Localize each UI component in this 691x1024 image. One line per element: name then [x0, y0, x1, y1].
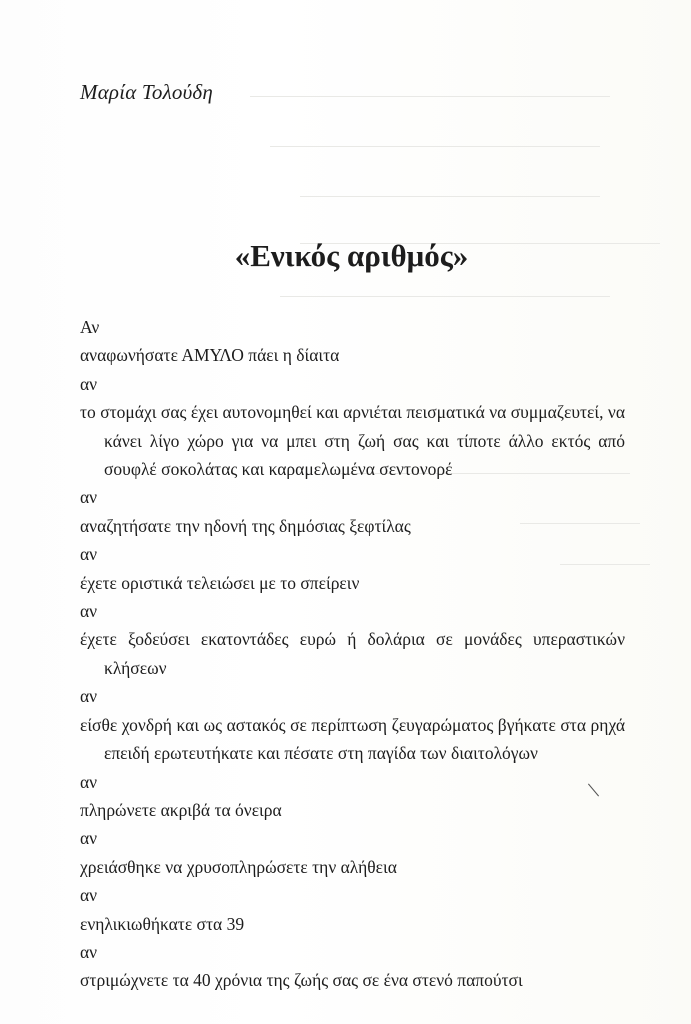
poem-title: «Ενικός αριθμός» [234, 238, 469, 273]
poem-line: αν [80, 487, 98, 508]
poem-line: αν [80, 885, 98, 906]
poem-line: αν [80, 828, 98, 849]
poem-line: είσθε χονδρή και ως αστακός σε περίπτωση ζευγαρώματος βγήκατε στα ρηχά επειδή ερωτευτήκατε και πέσατε στη παγίδα των διαιτολόγων [80, 714, 625, 764]
poem-line: έχετε οριστικά τελειώσει με το σπείρειν [80, 572, 360, 593]
poem-line: στριμώχνετε τα 40 χρόνια της ζωής σας σε ένα στενό παπούτσι [80, 970, 523, 991]
bleed-through-line [250, 96, 610, 97]
bleed-through-line [270, 146, 600, 147]
poem-line: αν [80, 544, 98, 565]
poem-line: ενηλικιωθήκατε στα 39 [80, 913, 245, 934]
bleed-through-line [300, 196, 600, 197]
poem-line: αν [80, 771, 98, 792]
author-name: Μαρία Τολούδη [80, 80, 213, 104]
bleed-through-line [280, 296, 610, 297]
poem-line: αναζητήσατε την ηδονή της δημόσιας ξεφτίλας [80, 515, 411, 536]
poem-line: αν [80, 373, 98, 394]
poem-line: Αν [80, 317, 100, 337]
poem-line: πληρώνετε ακριβά τα όνειρα [80, 799, 282, 820]
poem-line: αν [80, 686, 98, 707]
poem-line: αναφωνήσατε ΑΜΥΛΟ πάει η δίαιτα [80, 345, 340, 366]
poem-line: το στομάχι σας έχει αυτονομηθεί και αρνιέται πεισματικά να συμμαζευτεί, να κάνει λίγο χώρο για να μπει στη ζωή σας και τίποτε άλλο εκτός από σουφλέ σοκολάτας και καραμελωμένα σεντονορέ [80, 402, 625, 480]
poem-line: έχετε ξοδεύσει εκατοντάδες ευρώ ή δολάρια σε μονάδες υπεραστικών κλήσεων [80, 629, 625, 678]
poem-body [80, 313, 625, 995]
poem-line: αν [80, 601, 98, 622]
poem-line: αν [80, 941, 98, 962]
poem-line: χρειάσθηκε να χρυσοπληρώσετε την αλήθεια [80, 856, 397, 877]
